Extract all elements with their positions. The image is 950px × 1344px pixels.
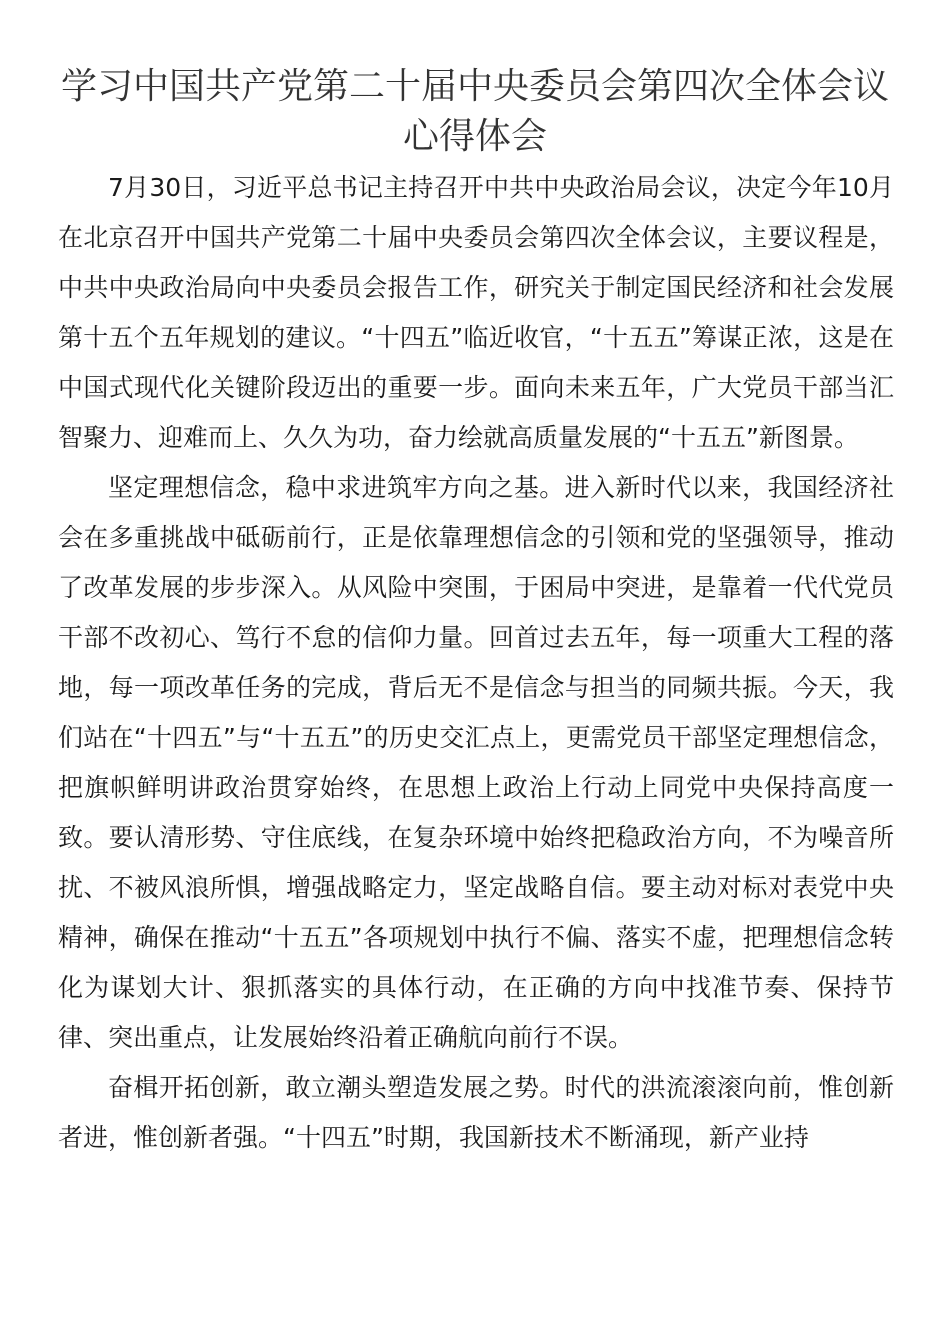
title-line-2: 心得体会 <box>402 116 547 157</box>
paragraph-intro: 7月30日，习近平总书记主持召开中共中央政治局会议，决定今年10月在北京召开中国共产党第二十届中央委员会第四次全体会议，主要议程是，中共中央政治局向中央委员会报告工作，研究关于制定国民经济和社会发展第十五个五年规划的建议。“十四五”临近收官，“十五五”筹谋正浓，这是在中国式现代化关键阶段迈出的重要一步。面向未来五年，广大党员干部当汇智聚力、迎难而上、久久为功，奋力绘就高质量发展的“十五五”新图景。 <box>58 173 894 452</box>
document-body <box>58 163 894 1163</box>
document-title <box>0 0 950 162</box>
paragraph-ideals: 坚定理想信念，稳中求进筑牢方向之基。进入新时代以来，我国经济社会在多重挑战中砥砺前行，正是依靠理想信念的引领和党的坚强领导，推动了改革发展的步步深入。从风险中突围，于困局中突进，是靠着一代代党员干部不改初心、笃行不怠的信仰力量。回首过去五年，每一项重大工程的落地，每一项改革任务的完成，背后无不是信念与担当的同频共振。今天，我们站在“十四五”与“十五五”的历史交汇点上，更需党员干部坚定理想信念，把旗帜鲜明讲政治贯穿始终，在思想上政治上行动上同党中央保持高度一致。要认清形势、守住底线，在复杂环境中始终把稳政治方向，不为噪音所扰、不被风浪所惧，增强战略定力，坚定战略自信。要主动对标对表党中央精神，确保在推动“十五五”各项规划中执行不偏、落实不虚，把理想信念转化为谋划大计、狠抓落实的具体行动，在正确的方向中找准节奏、保持节律、突出重点，让发展始终沿着正确航向前行不误。 <box>58 473 894 1052</box>
title-line-1: 学习中国共产党第二十届中央委员会第四次全体会议 <box>60 66 889 107</box>
paragraph-innovation: 奋楫开拓创新，敢立潮头塑造发展之势。时代的洪流滚滚向前，惟创新者进，惟创新者强。“十四五”时期，我国新技术不断涌现，新产业持 <box>58 1073 894 1152</box>
